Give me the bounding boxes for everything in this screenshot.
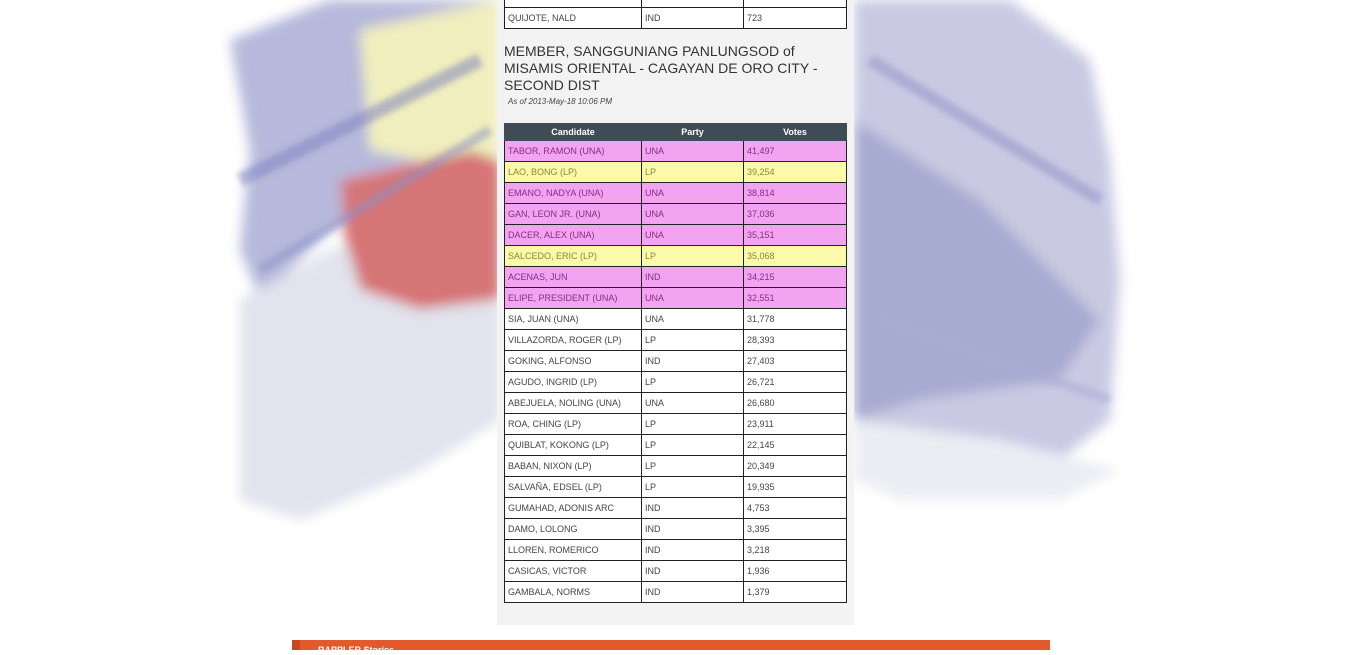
votes-cell: 27,403 bbox=[744, 351, 847, 372]
party-cell: UNA bbox=[642, 309, 744, 330]
candidate-cell: LLOREN, ROMERICO bbox=[505, 540, 642, 561]
candidate-cell bbox=[505, 0, 642, 8]
candidate-cell: SIA, JUAN (UNA) bbox=[505, 309, 642, 330]
table-row bbox=[505, 477, 847, 498]
votes-cell: 39,254 bbox=[744, 162, 847, 183]
footer-bar bbox=[292, 640, 1050, 650]
table-row bbox=[505, 309, 847, 330]
votes-cell: 1,379 bbox=[744, 582, 847, 603]
candidate-cell: GUMAHAD, ADONIS ARC bbox=[505, 498, 642, 519]
votes-cell bbox=[744, 0, 847, 8]
footer-label[interactable]: RAPPLER Stories bbox=[318, 645, 395, 655]
candidate-cell: VILLAZORDA, ROGER (LP) bbox=[505, 330, 642, 351]
votes-cell: 41,497 bbox=[744, 141, 847, 162]
table-row bbox=[505, 582, 847, 603]
table-row bbox=[505, 519, 847, 540]
party-cell: LP bbox=[642, 435, 744, 456]
votes-cell: 26,680 bbox=[744, 393, 847, 414]
candidate-cell: QUIJOTE, NALD bbox=[505, 8, 642, 29]
table-row bbox=[505, 204, 847, 225]
votes-cell: 23,911 bbox=[744, 414, 847, 435]
votes-cell: 37,036 bbox=[744, 204, 847, 225]
party-cell: LP bbox=[642, 372, 744, 393]
candidate-cell: GAN, LEON JR. (UNA) bbox=[505, 204, 642, 225]
table-row bbox=[505, 183, 847, 204]
table-row bbox=[505, 225, 847, 246]
party-cell: LP bbox=[642, 162, 744, 183]
party-cell: IND bbox=[642, 519, 744, 540]
candidate-cell: ACENAS, JUN bbox=[505, 267, 642, 288]
table-header-row bbox=[505, 124, 847, 141]
party-cell: UNA bbox=[642, 204, 744, 225]
table-row bbox=[505, 141, 847, 162]
table-row bbox=[505, 540, 847, 561]
results-table bbox=[504, 123, 847, 603]
votes-cell: 38,814 bbox=[744, 183, 847, 204]
party-cell: IND bbox=[642, 582, 744, 603]
votes-cell: 4,753 bbox=[744, 498, 847, 519]
section-title: MEMBER, SANGGUNIANG PANLUNGSOD of MISAMIS ORIENTAL - CAGAYAN DE ORO CITY - SECOND DIST bbox=[504, 43, 818, 93]
table-row bbox=[505, 330, 847, 351]
candidate-cell: ROA, CHING (LP) bbox=[505, 414, 642, 435]
table-row bbox=[505, 0, 847, 8]
votes-cell: 3,395 bbox=[744, 519, 847, 540]
candidate-cell: SALCEDO, ERIC (LP) bbox=[505, 246, 642, 267]
table-row bbox=[505, 393, 847, 414]
table-row bbox=[505, 456, 847, 477]
party-cell: UNA bbox=[642, 183, 744, 204]
table-row bbox=[505, 498, 847, 519]
candidate-cell: QUIBLAT, KOKONG (LP) bbox=[505, 435, 642, 456]
previous-results-table bbox=[504, 0, 847, 29]
party-cell: IND bbox=[642, 267, 744, 288]
party-cell: UNA bbox=[642, 141, 744, 162]
table-row bbox=[505, 267, 847, 288]
candidate-cell: SALVAÑA, EDSEL (LP) bbox=[505, 477, 642, 498]
party-cell: LP bbox=[642, 330, 744, 351]
party-cell bbox=[642, 0, 744, 8]
candidate-cell: CASICAS, VICTOR bbox=[505, 561, 642, 582]
votes-cell: 34,215 bbox=[744, 267, 847, 288]
party-cell: LP bbox=[642, 477, 744, 498]
party-cell: IND bbox=[642, 540, 744, 561]
column-header-party: Party bbox=[642, 124, 744, 141]
candidate-cell: TABOR, RAMON (UNA) bbox=[505, 141, 642, 162]
votes-cell: 3,218 bbox=[744, 540, 847, 561]
party-cell: LP bbox=[642, 414, 744, 435]
candidate-cell: DAMO, LOLONG bbox=[505, 519, 642, 540]
party-cell: UNA bbox=[642, 225, 744, 246]
candidate-cell: GOKING, ALFONSO bbox=[505, 351, 642, 372]
votes-cell: 32,551 bbox=[744, 288, 847, 309]
votes-cell: 1,936 bbox=[744, 561, 847, 582]
table-row bbox=[505, 8, 847, 29]
votes-cell: 31,778 bbox=[744, 309, 847, 330]
party-cell: IND bbox=[642, 561, 744, 582]
table-row bbox=[505, 414, 847, 435]
party-cell: LP bbox=[642, 456, 744, 477]
table-row bbox=[505, 435, 847, 456]
candidate-cell: ELIPE, PRESIDENT (UNA) bbox=[505, 288, 642, 309]
table-row bbox=[505, 372, 847, 393]
candidate-cell: EMANO, NADYA (UNA) bbox=[505, 183, 642, 204]
candidate-cell: LAO, BONG (LP) bbox=[505, 162, 642, 183]
votes-cell: 22,145 bbox=[744, 435, 847, 456]
candidate-cell: BABAN, NIXON (LP) bbox=[505, 456, 642, 477]
candidate-cell: DACER, ALEX (UNA) bbox=[505, 225, 642, 246]
party-cell: IND bbox=[642, 8, 744, 29]
party-cell: UNA bbox=[642, 393, 744, 414]
table-row bbox=[505, 162, 847, 183]
votes-cell: 35,151 bbox=[744, 225, 847, 246]
candidate-cell: GAMBALA, NORMS bbox=[505, 582, 642, 603]
votes-cell: 19,935 bbox=[744, 477, 847, 498]
votes-cell: 28,393 bbox=[744, 330, 847, 351]
table-row bbox=[505, 351, 847, 372]
as-of-timestamp: As of 2013-May-18 10:06 PM bbox=[508, 97, 613, 106]
table-row bbox=[505, 246, 847, 267]
column-header-votes: Votes bbox=[744, 124, 847, 141]
candidate-cell: AGUDO, INGRID (LP) bbox=[505, 372, 642, 393]
table-row bbox=[505, 561, 847, 582]
votes-cell: 35,068 bbox=[744, 246, 847, 267]
results-table-body bbox=[505, 141, 847, 603]
candidate-cell: ABEJUELA, NOLING (UNA) bbox=[505, 393, 642, 414]
party-cell: LP bbox=[642, 246, 744, 267]
party-cell: IND bbox=[642, 351, 744, 372]
votes-cell: 26,721 bbox=[744, 372, 847, 393]
party-cell: UNA bbox=[642, 288, 744, 309]
votes-cell: 723 bbox=[744, 8, 847, 29]
votes-cell: 20,349 bbox=[744, 456, 847, 477]
table-row bbox=[505, 288, 847, 309]
column-header-candidate: Candidate bbox=[505, 124, 642, 141]
party-cell: IND bbox=[642, 498, 744, 519]
